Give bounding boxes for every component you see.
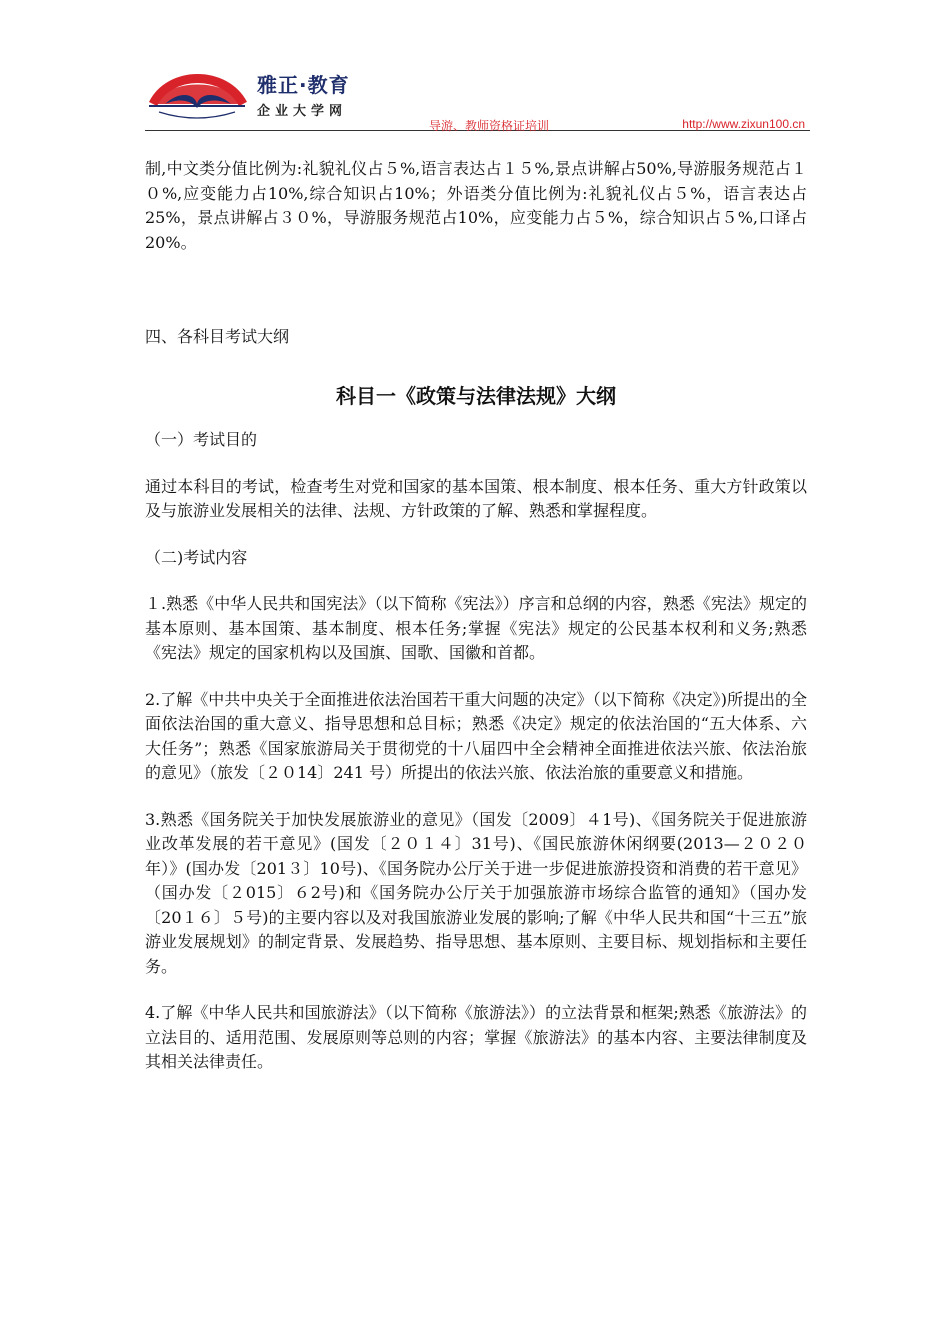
list-item: 4.了解《中华人民共和国旅游法》（以下简称《旅游法》）的立法背景和框架;熟悉《旅游法》的立法目的、适用范围、发展原则等总则的内容；掌握《旅游法》的基本内容、主要法律制度及其相关法律责任。 bbox=[145, 1003, 807, 1071]
list-item: １.熟悉《中华人民共和国宪法》（以下简称《宪法》）序言和总纲的内容，熟悉《宪法》规定的基本原则、基本国策、基本制度、根本任务;掌握《宪法》规定的公民基本权利和义务;熟悉《宪法》规定的国家机构以及国旗、国歌、国徽和首都。 bbox=[145, 594, 807, 662]
purpose-heading: （一）考试目的 bbox=[145, 430, 258, 449]
subject-title: 科目一《政策与法律法规》大纲 bbox=[336, 383, 616, 408]
header-tagline: 导游、教师资格证培训 bbox=[429, 119, 550, 133]
yazheng-logo-icon bbox=[145, 64, 249, 126]
section-heading: 四、各科目考试大纲 bbox=[145, 327, 290, 346]
header-url-link[interactable]: http://www.zixun100.cn bbox=[682, 117, 805, 131]
list-item: 2.了解《中共中央关于全面推进依法治国若干重大问题的决定》（以下简称《决定》)所提出的全面依法治国的重大意义、指导思想和总目标；熟悉《决定》规定的依法治国的“五大体系、六大任务”；熟悉《国家旅游局关于贯彻党的十八届四中全会精神全面推进依法兴旅、依法治旅的意见》（旅发〔２０14〕241 号）所提出的依法兴旅、依法治旅的重要意义和措施。 bbox=[145, 689, 807, 782]
list-item: 3.熟悉《国务院关于加快发展旅游业的意见》（国发〔2009〕４1号)、《国务院关于促进旅游业改革发展的若干意见》(国发〔２０１４〕31号)、《国民旅游休闲纲要(2013—２０２０年）》(国办发〔201３〕10号)、《国务院办公厅关于进一步促进旅游投资和消费的若干意见》（国办发〔２015〕６2号)和《国务院办公厅关于加强旅游市场综合监管的通知》（国办发〔20１６〕５号)的主要内容以及对我国旅游业发展的影响;了解《中华人民共和国“十三五”旅游业发展规划》的制定背景、发展趋势、指导思想、基本原则、主要目标、规划指标和主要任务。 bbox=[145, 809, 807, 976]
content-heading: （二)考试内容 bbox=[145, 547, 248, 567]
document-body bbox=[145, 157, 807, 1075]
purpose-paragraph: 通过本科目的考试，检查考生对党和国家的基本国策、根本制度、根本任务、重大方针政策以及与旅游业发展相关的法律、法规、方针政策的了解、熟悉和掌握程度。 bbox=[145, 476, 807, 520]
logo-subtitle: 企业大学网 bbox=[257, 104, 348, 119]
page-header bbox=[145, 60, 810, 131]
intro-paragraph: 制,中文类分值比例为:礼貌礼仪占５%,语言表达占１５%,景点讲解占50%,导游服务规范占１０%,应变能力占10%,综合知识占10%；外语类分值比例为:礼貌礼仪占５%，语言表达占25%，景点讲解占３０%，导游服务规范占10%，应变能力占５%，综合知识占５%,口译占20%。 bbox=[145, 159, 807, 252]
logo-title: 雅正·教育 bbox=[257, 73, 350, 97]
